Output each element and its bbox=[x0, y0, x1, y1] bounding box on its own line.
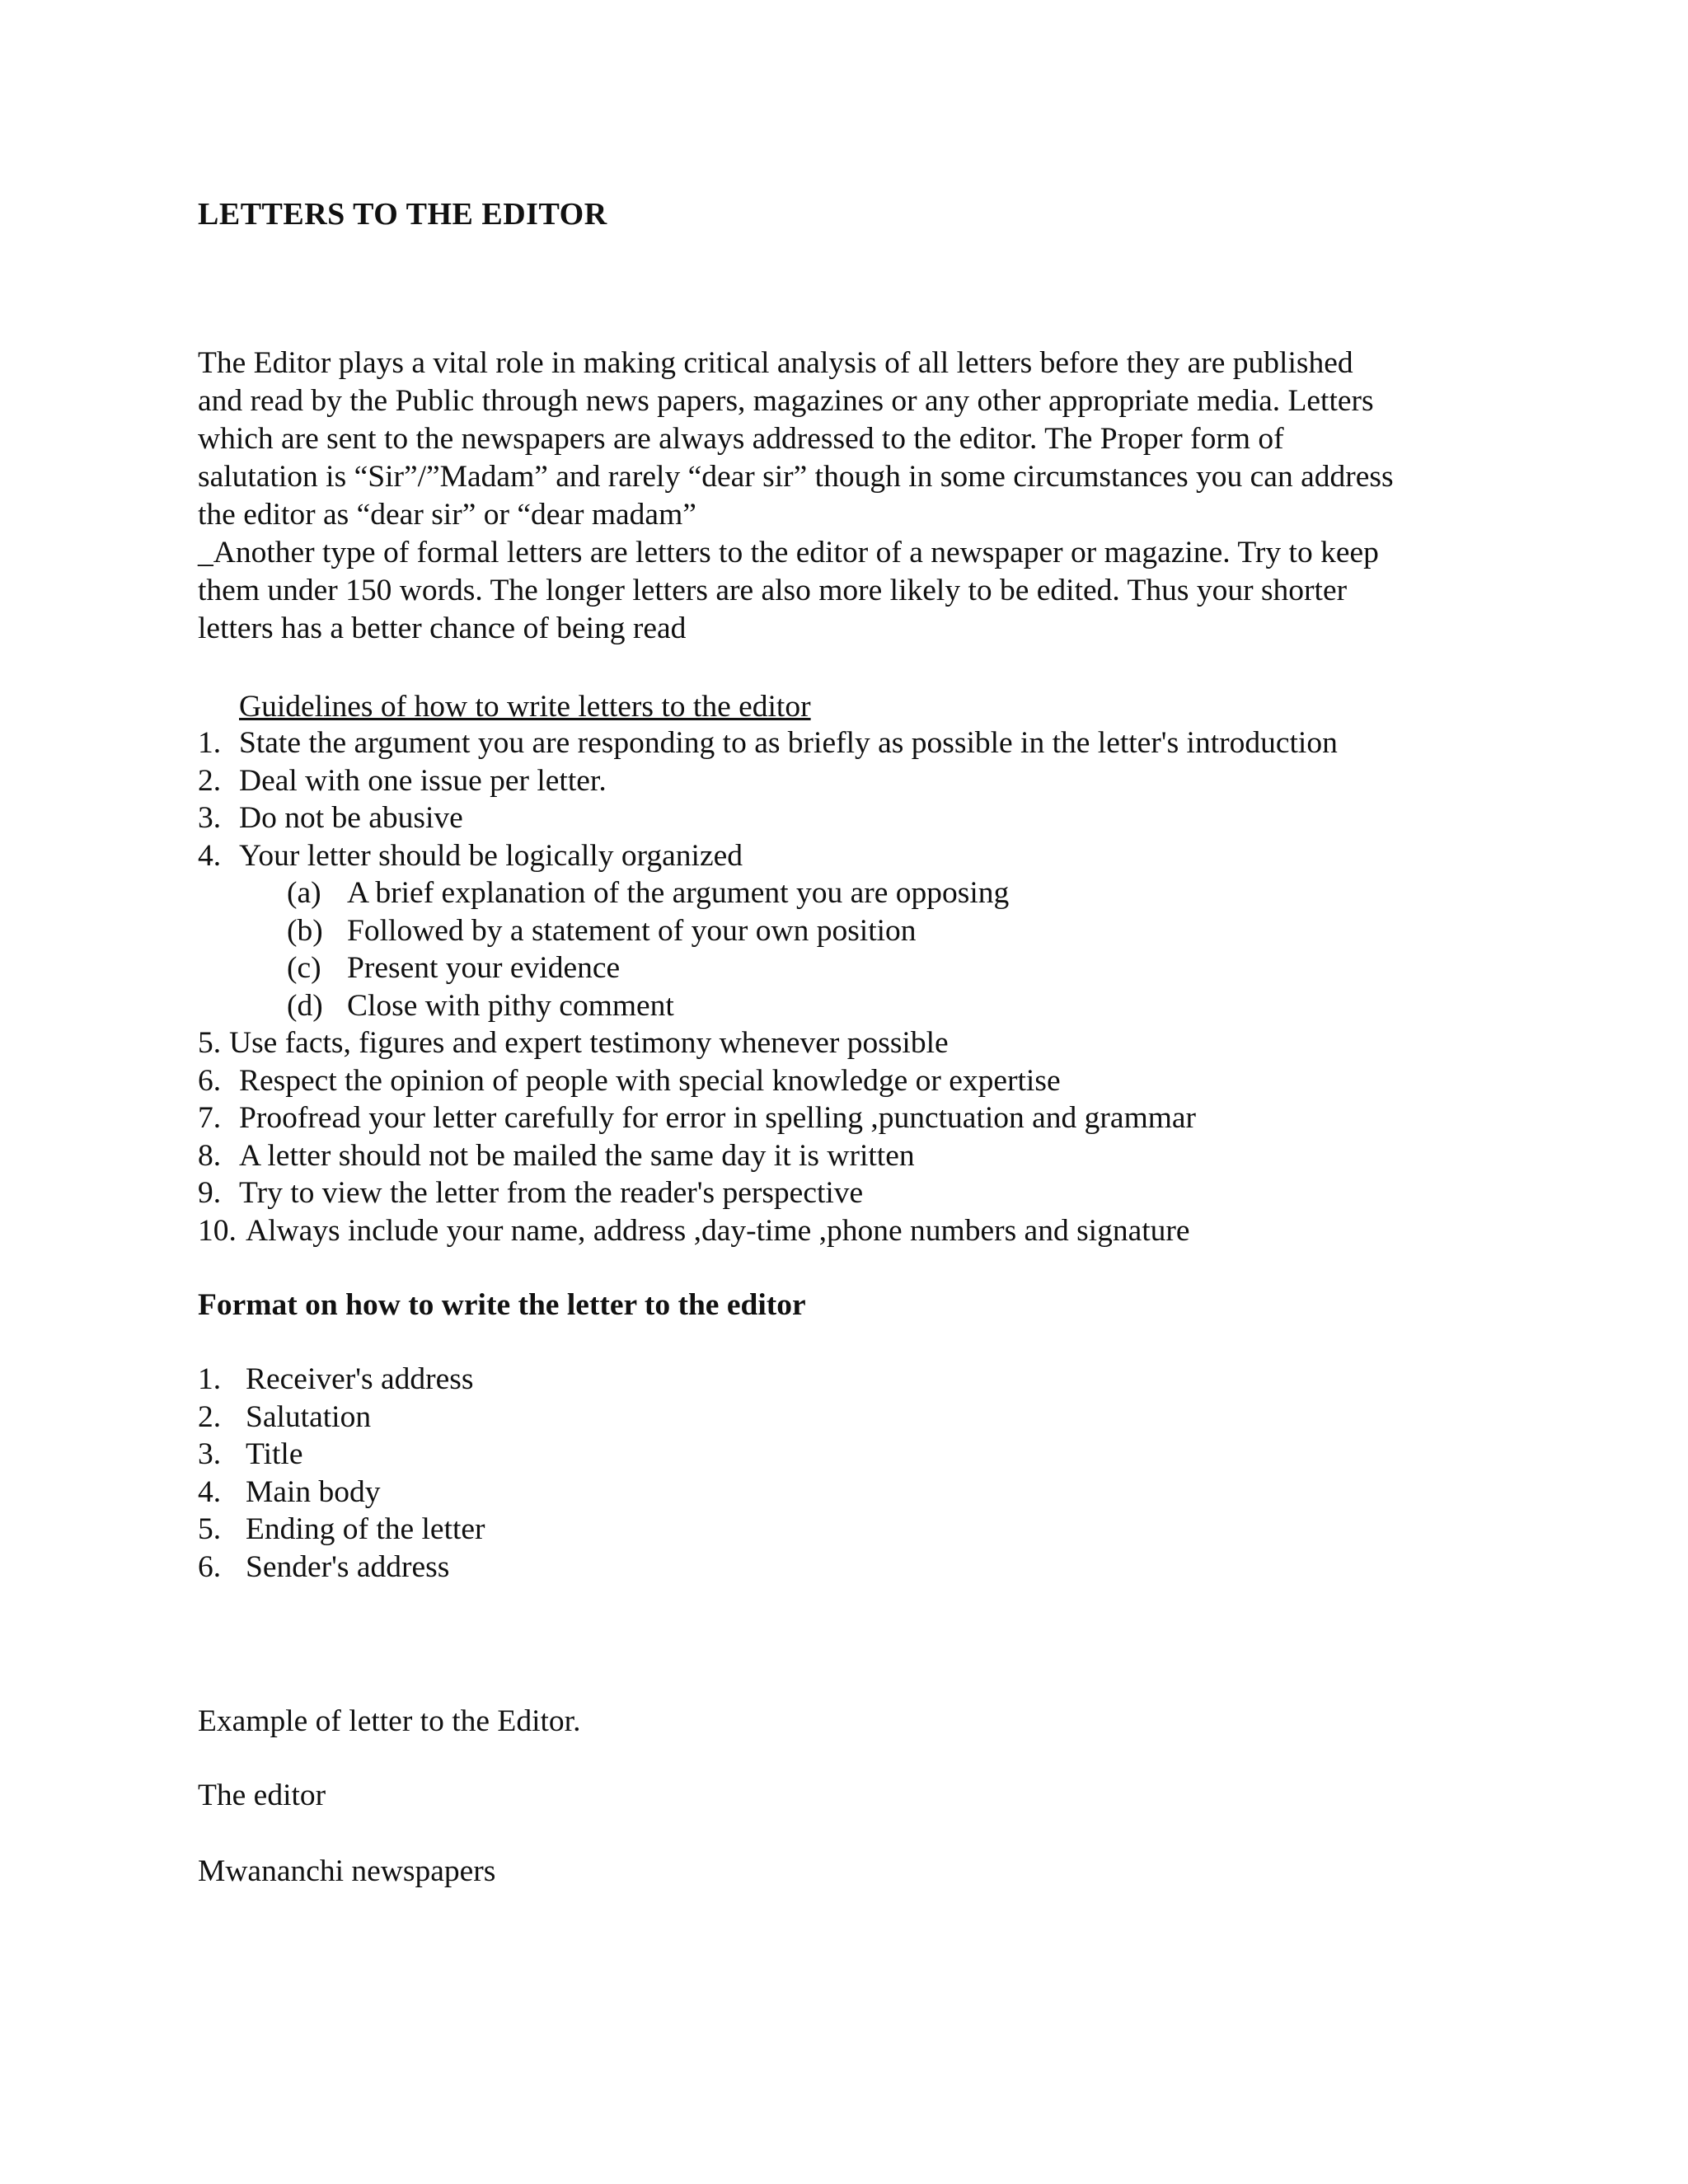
sub-list-label: (d) bbox=[287, 989, 323, 1023]
example-heading: Example of letter to the Editor. bbox=[198, 1704, 581, 1738]
list-text: Main body bbox=[246, 1475, 381, 1509]
list-number: 3. bbox=[198, 801, 222, 835]
intro-line: them under 150 words. The longer letters are also more likely to be edited. Thus your shorter bbox=[198, 574, 1348, 607]
sub-list-label: (b) bbox=[287, 914, 323, 948]
list-number: 2. bbox=[198, 1400, 222, 1434]
list-text: Always include your name, address ,day-time ,phone numbers and signature bbox=[246, 1214, 1190, 1248]
list-number: 5. bbox=[198, 1026, 222, 1060]
list-number: 9. bbox=[198, 1176, 222, 1210]
list-number: 7. bbox=[198, 1101, 222, 1135]
list-text: Try to view the letter from the reader's perspective bbox=[239, 1176, 864, 1210]
list-text: Proofread your letter carefully for error in spelling ,punctuation and grammar bbox=[239, 1101, 1197, 1135]
intro-line: and read by the Public through news papers, magazines or any other appropriate media. Letters bbox=[198, 384, 1374, 418]
intro-line: letters has a better chance of being read bbox=[198, 612, 687, 645]
list-number: 4. bbox=[198, 839, 222, 873]
list-number: 4. bbox=[198, 1475, 222, 1509]
list-text: Do not be abusive bbox=[239, 801, 463, 835]
sub-list-text: Followed by a statement of your own position bbox=[347, 914, 917, 948]
sub-list-text: A brief explanation of the argument you are opposing bbox=[347, 876, 1010, 910]
intro-line: _Another type of formal letters are letters to the editor of a newspaper or magazine. Try to keep bbox=[198, 536, 1379, 569]
intro-paragraph bbox=[198, 344, 1484, 648]
intro-line: salutation is “Sir”/”Madam” and rarely “dear sir” though in some circumstances you can address bbox=[198, 460, 1394, 494]
list-text: Sender's address bbox=[246, 1550, 450, 1584]
list-text: Use facts, figures and expert testimony whenever possible bbox=[229, 1026, 949, 1060]
list-text: Respect the opinion of people with special knowledge or expertise bbox=[239, 1064, 1061, 1098]
intro-line: The Editor plays a vital role in making critical analysis of all letters before they are published bbox=[198, 346, 1353, 380]
list-text: Receiver's address bbox=[246, 1362, 474, 1396]
example-newspaper: Mwananchi newspapers bbox=[198, 1854, 496, 1888]
document-title: LETTERS TO THE EDITOR bbox=[198, 197, 607, 232]
sub-list-label: (c) bbox=[287, 951, 321, 985]
list-text: Your letter should be logically organized bbox=[239, 839, 743, 873]
list-text: Ending of the letter bbox=[246, 1512, 485, 1546]
list-text: Title bbox=[246, 1437, 303, 1471]
list-text: Salutation bbox=[246, 1400, 372, 1434]
list-text: A letter should not be mailed the same day it is written bbox=[239, 1139, 915, 1173]
list-number: 6. bbox=[198, 1064, 222, 1098]
sub-list-text: Present your evidence bbox=[347, 951, 621, 985]
guidelines-heading: Guidelines of how to write letters to the editor bbox=[239, 690, 811, 724]
list-number: 1. bbox=[198, 726, 222, 760]
list-number: 5. bbox=[198, 1512, 222, 1546]
intro-line: the editor as “dear sir” or “dear madam” bbox=[198, 498, 696, 532]
sub-list-text: Close with pithy comment bbox=[347, 989, 674, 1023]
list-number: 6. bbox=[198, 1550, 222, 1584]
list-number: 2. bbox=[198, 764, 222, 798]
list-text: Deal with one issue per letter. bbox=[239, 764, 607, 798]
example-recipient: The editor bbox=[198, 1779, 326, 1812]
list-number: 3. bbox=[198, 1437, 222, 1471]
list-number: 1. bbox=[198, 1362, 222, 1396]
list-text: State the argument you are responding to as briefly as possible in the letter's introduction bbox=[239, 726, 1338, 760]
list-number: 10. bbox=[198, 1214, 237, 1248]
list-number: 8. bbox=[198, 1139, 222, 1173]
sub-list-label: (a) bbox=[287, 876, 321, 910]
intro-line: which are sent to the newspapers are always addressed to the editor. The Proper form of bbox=[198, 422, 1284, 456]
format-heading: Format on how to write the letter to the editor bbox=[198, 1288, 806, 1322]
